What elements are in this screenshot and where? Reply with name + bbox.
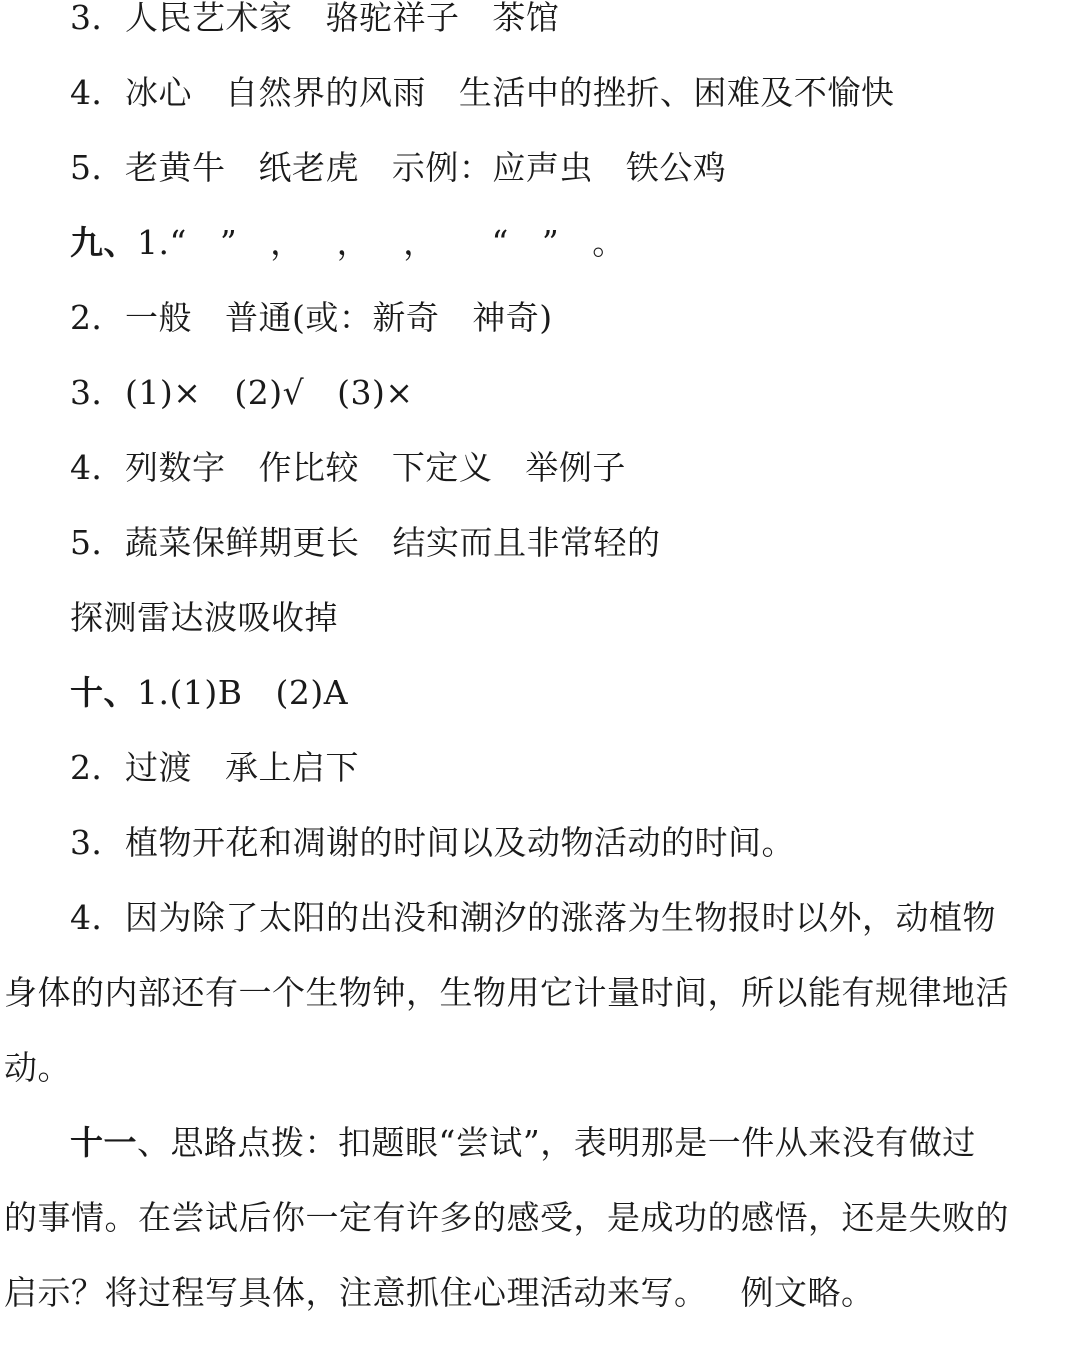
section-ten-line-4: 4．因为除了太阳的出没和潮汐的涨落为生物报时以外，动植物 [70, 898, 996, 937]
answer-line-4: 4．冰心 自然界的风雨 生活中的挫折、困难及不愉快 [70, 73, 895, 112]
section-eleven-line-1-text: 、思路点拨：扣题眼“尝试”，表明那是一件从来没有做过 [137, 1123, 976, 1162]
section-nine-line-2: 2．一般 普通(或：新奇 神奇) [70, 298, 553, 337]
section-ten-heading: 十、 [70, 673, 137, 712]
section-nine-heading: 九、 [70, 223, 137, 262]
section-ten-line-4-cont-2: 动。 [4, 1048, 71, 1087]
section-ten-line-1 [70, 671, 1070, 715]
section-ten-line-3: 3．植物开花和凋谢的时间以及动物活动的时间。 [70, 823, 795, 862]
section-eleven-line-1 [70, 1121, 1070, 1165]
section-nine-line-5-cont: 探测雷达波吸收掉 [70, 598, 338, 637]
section-eleven-line-2: 的事情。在尝试后你一定有许多的感受，是成功的感悟，还是失败的 [4, 1198, 1009, 1237]
section-nine-line-4: 4．列数字 作比较 下定义 举例子 [70, 448, 626, 487]
section-ten-line-4-cont-1: 身体的内部还有一个生物钟，生物用它计量时间，所以能有规律地活 [4, 973, 1009, 1012]
section-nine-line-3: 3．(1)× (2)√ (3)× [70, 373, 414, 412]
section-ten-line-1-text: 1.(1)B (2)A [137, 673, 349, 712]
section-ten-line-2: 2．过渡 承上启下 [70, 748, 359, 787]
answer-line-5: 5．老黄牛 纸老虎 示例：应声虫 铁公鸡 [70, 148, 727, 187]
section-nine-line-1-text: 1.“ ” ， ， ， “ ” 。 [137, 223, 626, 262]
section-eleven-heading: 十一 [70, 1123, 137, 1162]
section-nine-line-1 [70, 221, 1070, 265]
section-eleven-line-3: 启示？将过程写具体，注意抓住心理活动来写。 例文略。 [4, 1273, 875, 1312]
section-nine-line-5: 5．蔬菜保鲜期更长 结实而且非常轻的 [70, 523, 661, 562]
answer-line-3: 3．人民艺术家 骆驼祥子 茶馆 [70, 0, 560, 37]
